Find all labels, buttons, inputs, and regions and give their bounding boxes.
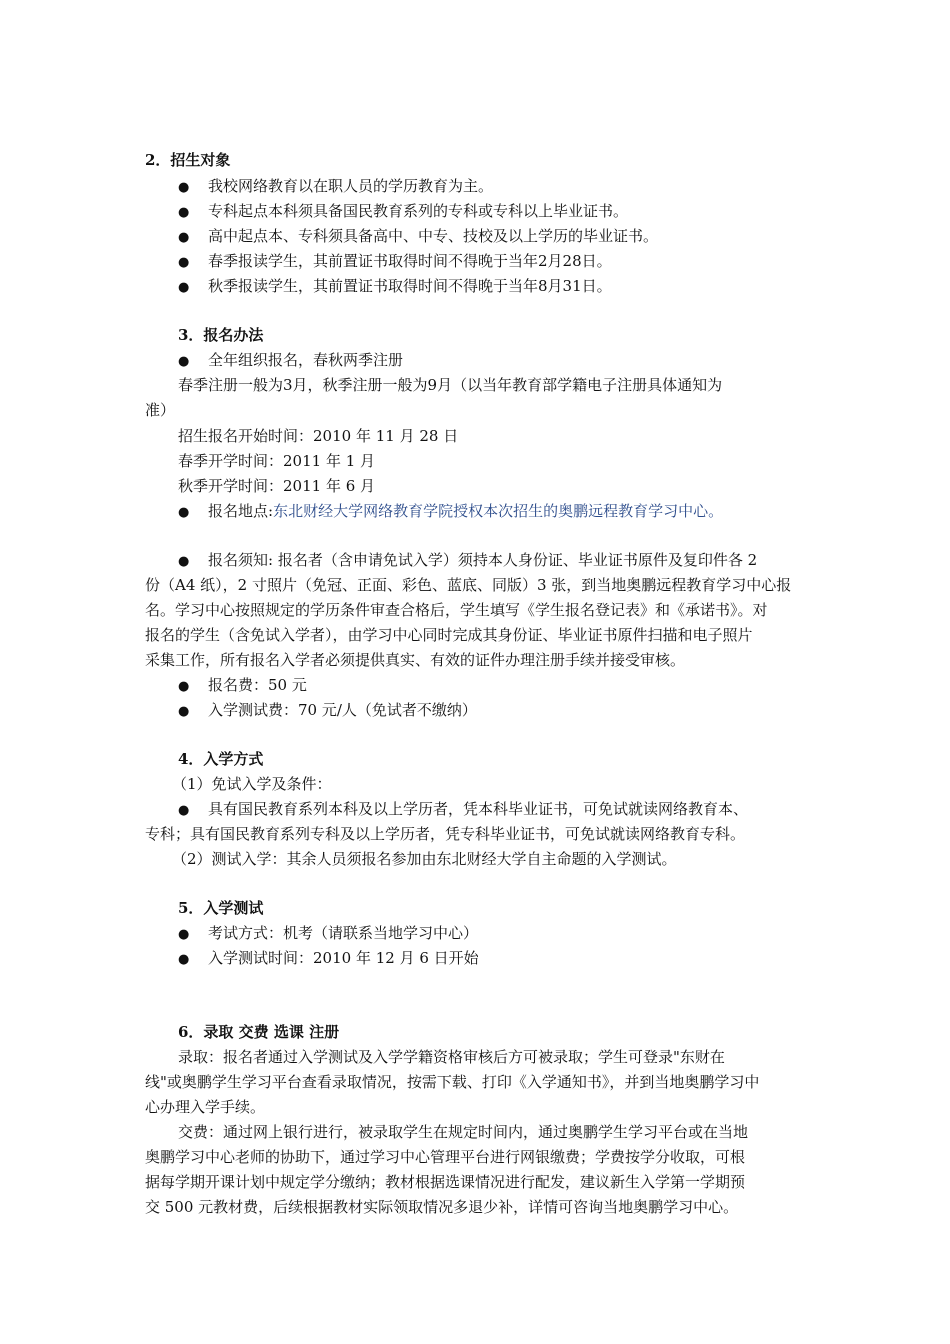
bullet-icon: ● <box>178 255 190 270</box>
list-item-text: 春季报读学生，其前置证书取得时间不得晚于当年2月28日。 <box>208 252 612 270</box>
sub-item: （2）测试入学：其余人员须报名参加由东北财经大学自主命题的入学测试。 <box>172 850 677 868</box>
payment-text: 据每学期开课计划中规定学分缴纳；教材根据选课情况进行配发，建议新生入学第一学期预 <box>145 1173 746 1191</box>
list-item <box>178 274 612 298</box>
list-item <box>178 946 479 970</box>
list-item-cont: 专科；具有国民教育系列专科及以上学历者，凭专科毕业证书，可免试就读网络教育专科。 <box>145 825 746 843</box>
list-item-text: 入学测试时间：2010 年 12 月 6 日开始 <box>208 949 479 967</box>
spring-start-time: 春季开学时间：2011 年 1 月 <box>178 452 376 470</box>
admission-text: 心办理入学手续。 <box>145 1098 266 1116</box>
list-item-text: 具有国民教育系列本科及以上学历者，凭本科毕业证书，可免试就读网络教育本、 <box>208 800 749 818</box>
bullet-icon: ● <box>178 927 190 942</box>
admission-text: 线"或奥鹏学生学习平台查看录取情况，按需下载、打印《入学通知书》，并到当地奥鹏学习中 <box>145 1073 760 1091</box>
list-item <box>178 797 748 821</box>
notice-text: 名。学习中心按照规定的学历条件审查合格后，学生填写《学生报名登记表》和《承诺书》。对 <box>145 601 768 619</box>
section-2-title: 2．招生对象 <box>145 151 231 169</box>
list-item-text: 专科起点本科须具备国民教育系列的专科或专科以上毕业证书。 <box>208 202 629 220</box>
bullet-icon: ● <box>178 180 190 195</box>
bullet-icon: ● <box>178 554 190 569</box>
list-item <box>178 199 628 223</box>
list-item-text: 秋季报读学生，其前置证书取得时间不得晚于当年8月31日。 <box>208 277 612 295</box>
place-link[interactable]: 东北财经大学网络教育学院授权本次招生的奥鹏远程教育学习中心。 <box>273 502 724 520</box>
list-item <box>178 548 757 572</box>
list-item-text: 我校网络教育以在职人员的学历教育为主。 <box>208 177 494 195</box>
section-6-title: 6．录取 交费 选课 注册 <box>178 1023 340 1041</box>
bullet-icon: ● <box>178 679 190 694</box>
bullet-icon: ● <box>178 704 190 719</box>
registration-fee: 报名费：50 元 <box>208 676 307 694</box>
section-3-title: 3．报名办法 <box>178 326 264 344</box>
list-item <box>178 921 478 945</box>
list-item <box>178 698 477 722</box>
notice-text: 报名须知: 报名者（含申请免试入学）须持本人身份证、毕业证书原件及复印件各 2 <box>208 551 758 569</box>
list-item <box>178 499 723 523</box>
payment-text: 交 500 元教材费，后续根据教材实际领取情况多退少补，详情可咨询当地奥鹏学习中心。 <box>145 1198 739 1216</box>
bullet-icon: ● <box>178 280 190 295</box>
list-item-text: 考试方式：机考（请联系当地学习中心） <box>208 924 479 942</box>
bullet-icon: ● <box>178 803 190 818</box>
list-item <box>178 249 612 273</box>
payment-text: 交费：通过网上银行进行，被录取学生在规定时间内，通过奥鹏学生学习平台或在当地 <box>178 1123 749 1141</box>
autumn-start-time: 秋季开学时间：2011 年 6 月 <box>178 477 376 495</box>
notice-text: 采集工作，所有报名入学者必须提供真实、有效的证件办理注册手续并接受审核。 <box>145 651 686 669</box>
list-item <box>178 348 403 372</box>
bullet-icon: ● <box>178 952 190 967</box>
notice-text: 份（A4 纸），2 寸照片（免冠、正面、彩色、蓝底、同版）3 张，到当地奥鹏远程教育学习中心报 <box>145 576 792 594</box>
list-item <box>178 673 307 697</box>
bullet-icon: ● <box>178 230 190 245</box>
test-fee: 入学测试费：70 元/人（免试者不缴纳） <box>208 701 477 719</box>
list-item <box>178 174 493 198</box>
bullet-icon: ● <box>178 205 190 220</box>
list-item-text: 全年组织报名，春秋两季注册 <box>208 351 404 369</box>
section-4-title: 4．入学方式 <box>178 750 264 768</box>
bullet-icon: ● <box>178 505 190 520</box>
registration-text-cont: 准） <box>145 401 176 419</box>
registration-text: 春季注册一般为3月，秋季注册一般为9月（以当年教育部学籍电子注册具体通知为 <box>178 376 723 394</box>
section-5-title: 5．入学测试 <box>178 899 264 917</box>
payment-text: 奥鹏学习中心老师的协助下，通过学习中心管理平台进行网银缴费；学费按学分收取，可根 <box>145 1148 746 1166</box>
list-item <box>178 224 658 248</box>
notice-text: 报名的学生（含免试入学者），由学习中心同时完成其身份证、毕业证书原件扫描和电子照片 <box>145 626 753 644</box>
bullet-icon: ● <box>178 354 190 369</box>
place-label: 报名地点: <box>208 502 274 520</box>
enroll-start-time: 招生报名开始时间：2010 年 11 月 28 日 <box>178 427 459 445</box>
sub-item: （1）免试入学及条件： <box>172 775 332 793</box>
admission-text: 录取：报名者通过入学测试及入学学籍资格审核后方可被录取；学生可登录"东财在 <box>178 1048 725 1066</box>
list-item-text: 高中起点本、专科须具备高中、中专、技校及以上学历的毕业证书。 <box>208 227 659 245</box>
